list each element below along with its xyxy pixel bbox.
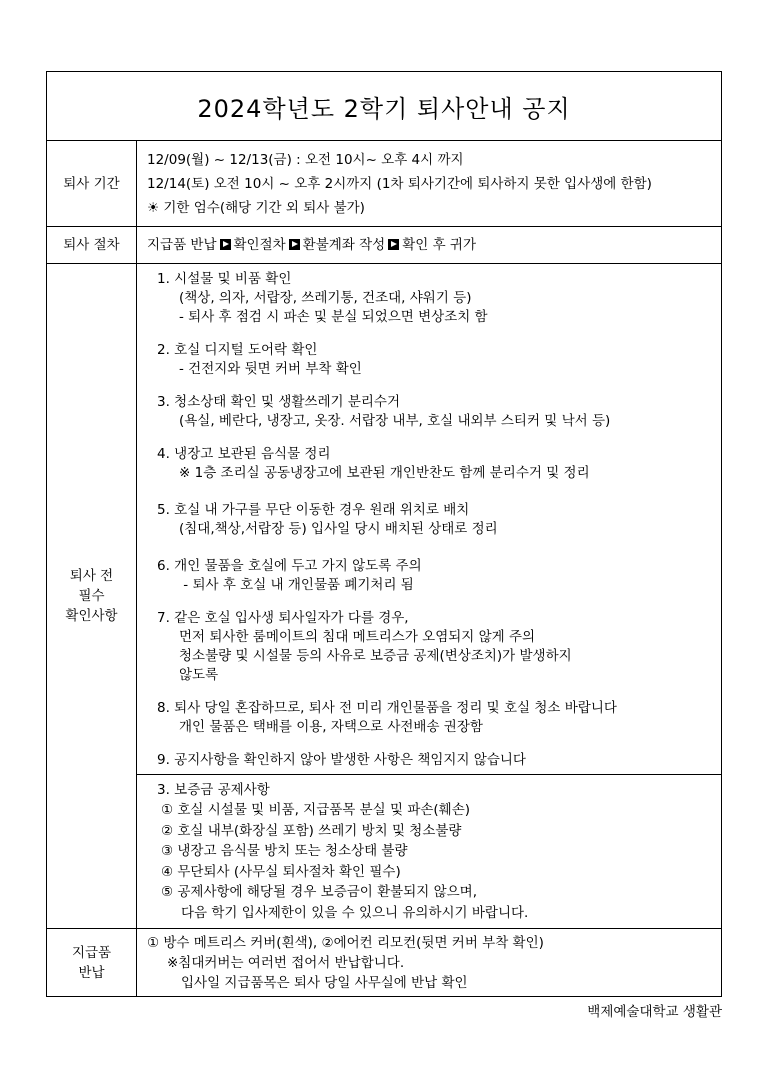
procedure-label: 퇴사 절차 [47, 227, 137, 264]
procedure-content [137, 227, 722, 264]
checklist-item: 1. 시설물 및 비품 확인 (책상, 의자, 서랍장, 쓰레기통, 건조대, 샤워기 등) - 퇴사 후 점검 시 파손 및 분실 되었으면 변상조치 함 [157, 271, 488, 325]
return-line: ※침대커버는 여러번 접어서 반납합니다. [167, 954, 405, 971]
page-title: 2024학년도 2학기 퇴사안내 공지 [47, 72, 722, 141]
notice-sheet [46, 71, 721, 997]
period-content [137, 141, 722, 227]
period-notice: ☀ 기한 엄수(해당 기간 외 퇴사 불가) [147, 199, 365, 216]
checklist-item: 4. 냉장고 보관된 음식물 정리 ※ 1층 조리실 공동냉장고에 보관된 개인반찬도 함께 분리수거 및 정리 [157, 446, 590, 481]
return-line: 입사일 지급품목은 퇴사 당일 사무실에 반납 확인 [181, 974, 468, 991]
procedure-step: 확인 후 귀가 [402, 236, 477, 253]
deduction-item: ③ 냉장고 음식물 방치 또는 청소상태 불량 [161, 843, 408, 860]
checklist-item: 3. 청소상태 확인 및 생활쓰레기 분리수거 (욕실, 베란다, 냉장고, 옷장. 서랍장 내부, 호실 내외부 스티커 및 낙서 등) [157, 394, 611, 429]
checklist-content [137, 264, 722, 775]
deduction-item: ② 호실 내부(화장실 포함) 쓰레기 방치 및 청소불량 [161, 822, 462, 839]
deduction-content [137, 775, 722, 929]
footer-institution: 백제예술대학교 생활관 [587, 1004, 722, 1020]
deduction-note: 다음 학기 입사제한이 있을 수 있으니 유의하시기 바랍니다. [181, 904, 529, 921]
period-line: 12/14(토) 오전 10시 ~ 오후 2시까지 (1차 퇴사기간에 퇴사하지 못한 입사생에 한함) [147, 175, 652, 192]
checklist-item: 8. 퇴사 당일 혼잡하므로, 퇴사 전 미리 개인물품을 정리 및 호실 청소 바랍니다 개인 물품은 택배를 이용, 자택으로 사전배송 권장함 [157, 700, 617, 735]
checklist-item: 2. 호실 디지털 도어락 확인 - 건전지와 뒷면 커버 부착 확인 [157, 342, 362, 377]
arrow-right-icon [289, 239, 300, 250]
checklist-item: 7. 같은 호실 입사생 퇴사일자가 다를 경우, 먼저 퇴사한 룸메이트의 침대 메트리스가 오염되지 않게 주의 청소불량 및 시설물 등의 사유로 보증금 공제(변상조치)가 발생하지 않도록 [157, 610, 572, 683]
arrow-right-icon [220, 239, 231, 250]
procedure-step: 지급품 반납 [147, 236, 217, 253]
checklist-item: 6. 개인 물품을 호실에 두고 가지 않도록 주의 - 퇴사 후 호실 내 개인물품 폐기처리 됨 [157, 558, 422, 593]
deduction-heading: 3. 보증금 공제사항 [157, 781, 270, 798]
return-label: 지급품 반납 [47, 929, 137, 997]
notice-table [46, 71, 722, 997]
return-content [137, 929, 722, 997]
procedure-step: 확인절차 [233, 236, 286, 253]
checklist-item: 5. 호실 내 가구를 무단 이동한 경우 원래 위치로 배치 (침대,책상,서랍장 등) 입사일 당시 배치된 상태로 정리 [157, 502, 498, 537]
deduction-item: ① 호실 시설물 및 비품, 지급품목 분실 및 파손(훼손) [161, 802, 471, 819]
arrow-right-icon [388, 239, 399, 250]
checklist-label: 퇴사 전 필수 확인사항 [47, 264, 137, 929]
period-label: 퇴사 기간 [47, 141, 137, 227]
period-line: 12/09(월) ~ 12/13(금) : 오전 10시~ 오후 4시 까지 [147, 151, 464, 168]
checklist-item: 9. 공지사항을 확인하지 않아 발생한 사항은 책임지지 않습니다 [157, 752, 526, 768]
deduction-item: ⑤ 공제사항에 해당될 경우 보증금이 환불되지 않으며, [161, 884, 478, 901]
procedure-step: 환불계좌 작성 [302, 236, 386, 253]
deduction-item: ④ 무단퇴사 (사무실 퇴사절차 확인 필수) [161, 863, 401, 880]
return-line: ① 방수 메트리스 커버(흰색), ②에어컨 리모컨(뒷면 커버 부착 확인) [147, 934, 544, 951]
